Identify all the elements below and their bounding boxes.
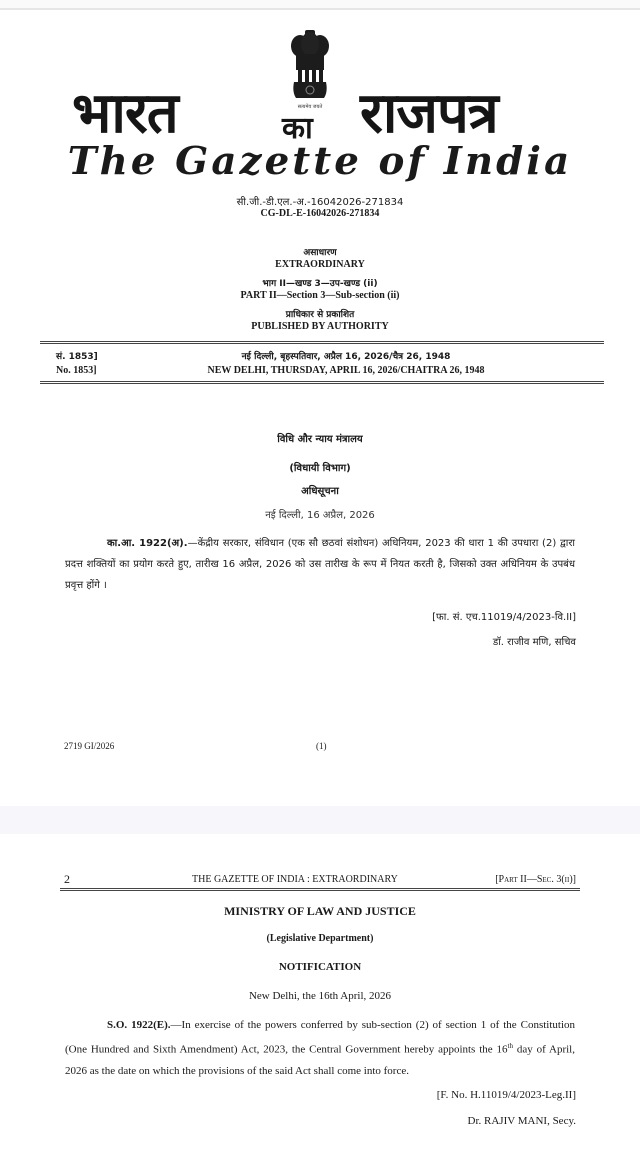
hindi-ministry: विधि और न्याय मंत्रालय bbox=[277, 434, 363, 445]
hindi-title-bharat: भारत bbox=[72, 81, 178, 146]
svg-text:सत्यमेव जयते: सत्यमेव जयते bbox=[297, 104, 323, 110]
hindi-place-date: नई दिल्ली, 16 अप्रैल, 2026 bbox=[265, 510, 375, 521]
hindi-date: नई दिल्ली, बृहस्पतिवार, अप्रैल 16, 2026/चैत्र 26, 1948 bbox=[241, 352, 451, 362]
hindi-body-text: —केंद्रीय सरकार, संविधान (एक सौ छठवां संशोधन) अधिनियम, 2023 की धारा 1 की उपधारा (2) द्वारा प्रदत्त शक्तियों का प्रयोग करते हुए, तारीख 16 अप्रैल, 2026 को उस तारीख के रूप में नियत करती है, जिसको उक्त अधिनियम के उपबंध प्रवृत्त होंगे । bbox=[65, 538, 575, 591]
english-file-number: [F. No. H.11019/4/2023-Leg.II] bbox=[436, 1089, 576, 1101]
english-date: NEW DELHI, THURSDAY, APRIL 16, 2026/CHAITRA 26, 1948 bbox=[207, 365, 485, 376]
english-issue-number: No. 1853] bbox=[56, 365, 97, 376]
running-section: [Part II—Sec. 3(ii)] bbox=[495, 874, 576, 885]
dateline-top-rule bbox=[40, 341, 604, 344]
page2-header-rule bbox=[60, 888, 580, 891]
national-emblem-icon bbox=[286, 28, 334, 114]
english-part-section: PART II—Section 3—Sub-section (ii) bbox=[240, 290, 400, 301]
english-gazette-code: CG-DL-E-16042026-271834 bbox=[260, 208, 380, 219]
english-department: (Legislative Department) bbox=[266, 933, 374, 944]
hindi-file-number: [फा. सं. एच.11019/4/2023-वि.II] bbox=[432, 612, 576, 623]
page-marker: (1) bbox=[316, 741, 327, 751]
running-title: THE GAZETTE OF INDIA : EXTRAORDINARY bbox=[192, 874, 398, 885]
hindi-extraordinary: असाधारण bbox=[303, 248, 337, 258]
dateline-bottom-rule bbox=[40, 381, 604, 384]
english-published-by-authority: PUBLISHED BY AUTHORITY bbox=[251, 321, 389, 332]
english-body-text-2: day of April, 2026 as the date on which the provisions of the said Act shall come into force. bbox=[65, 1043, 575, 1077]
hindi-notification-heading: अधिसूचना bbox=[301, 486, 339, 497]
english-signatory: Dr. RAJIV MANI, Secy. bbox=[467, 1115, 576, 1127]
hindi-notification-body bbox=[65, 533, 575, 596]
english-ministry: MINISTRY OF LAW AND JUSTICE bbox=[224, 904, 416, 918]
english-place-date: New Delhi, the 16th April, 2026 bbox=[248, 990, 392, 1002]
english-extraordinary: EXTRAORDINARY bbox=[275, 259, 365, 270]
page-separator bbox=[0, 806, 640, 834]
hindi-title-rajpatra: राजपत्र bbox=[360, 81, 498, 146]
top-edge bbox=[0, 0, 640, 10]
hindi-issue-number: सं. 1853] bbox=[56, 352, 98, 362]
english-notification-heading: NOTIFICATION bbox=[278, 961, 362, 973]
hindi-published-by-authority: प्राधिकार से प्रकाशित bbox=[285, 310, 355, 320]
print-code: 2719 GI/2026 bbox=[64, 741, 115, 751]
hindi-department: (विधायी विभाग) bbox=[289, 463, 351, 474]
hindi-signatory: डॉ. राजीव मणि, सचिव bbox=[492, 637, 576, 648]
masthead bbox=[0, 14, 640, 183]
ordinal-suffix: th bbox=[507, 1042, 513, 1050]
english-order-reference: S.O. 1922(E). bbox=[107, 1019, 171, 1031]
page-number: 2 bbox=[64, 872, 70, 886]
hindi-gazette-code: सी.जी.-डी.एल.-अ.-16042026-271834 bbox=[236, 197, 404, 208]
english-title: The Gazette of India bbox=[67, 138, 573, 183]
hindi-title-ka: का bbox=[282, 111, 313, 146]
english-body-text-1: —In exercise of the powers conferred by sub-section (2) of section 1 of the Constitution (One Hundred and Sixth Amendment) Act, 2023, the Central Government hereby appoints the 16 bbox=[65, 1019, 576, 1056]
english-notification-body bbox=[65, 1015, 575, 1082]
hindi-part-section: भाग II—खण्ड 3—उप-खण्ड (ii) bbox=[262, 279, 378, 289]
hindi-order-reference: का.आ. 1922(अ). bbox=[107, 538, 188, 549]
